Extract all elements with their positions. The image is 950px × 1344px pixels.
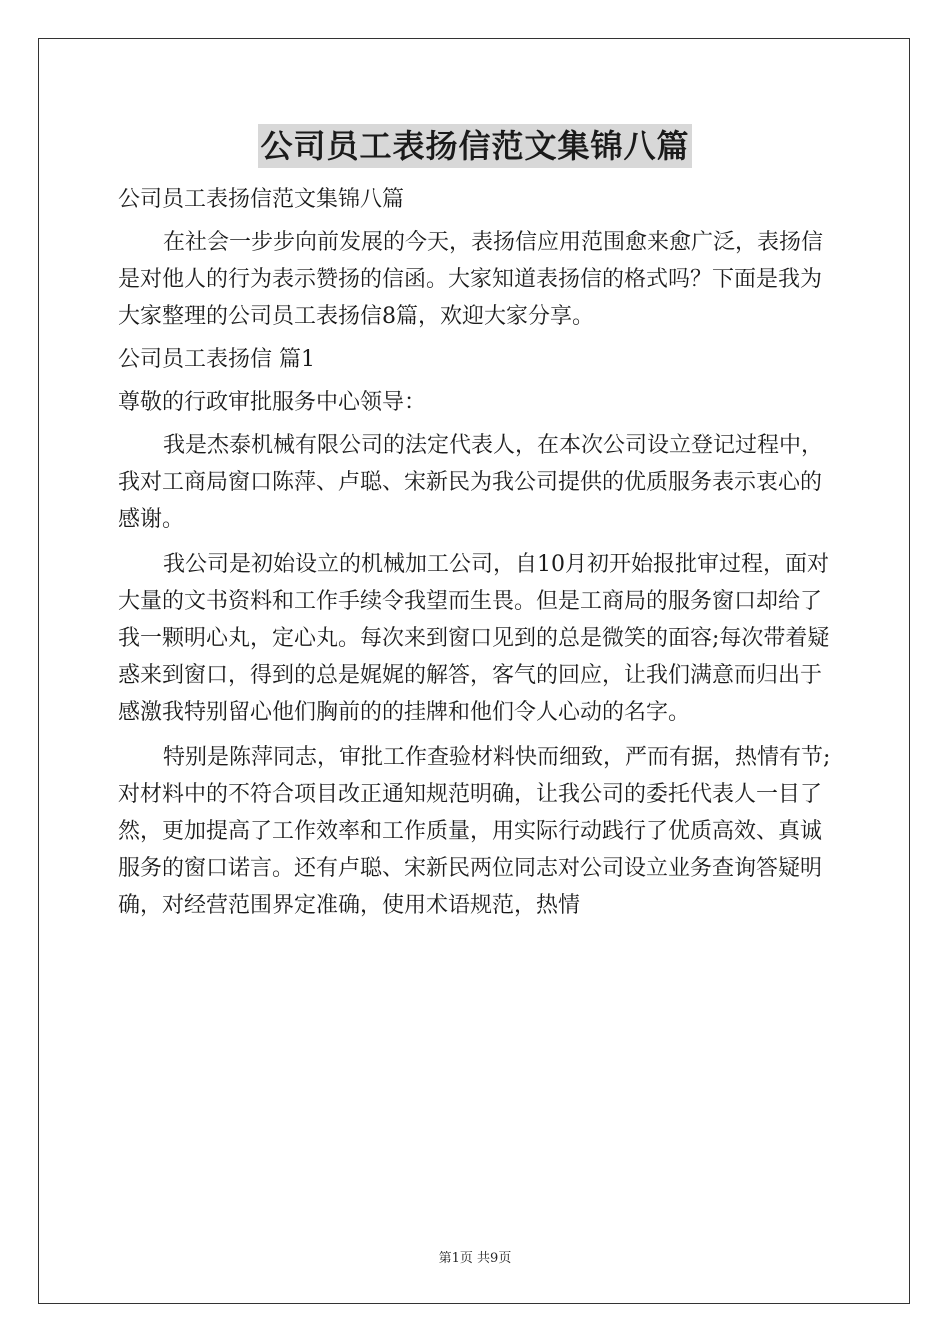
- body-paragraph-3: 特别是陈萍同志，审批工作查验材料快而细致，严而有据，热情有节;对材料中的不符合项目改正通知规范明确，让我公司的委托代表人一目了然，更加提高了工作效率和工作质量，用实际行动践行了优质高效、真诚服务的窗口诺言。还有卢聪、宋新民两位同志对公司设立业务查询答疑明确，对经营范围界定准确，使用术语规范，热情: [118, 745, 831, 918]
- body-paragraph-2: 我公司是初始设立的机械加工公司，自10月初开始报批审过程，面对大量的文书资料和工作手续令我望而生畏。但是工商局的服务窗口却给了我一颗明心丸，定心丸。每次来到窗口见到的总是微笑的面容;每次带着疑惑来到窗口，得到的总是娓娓的解答，客气的回应，让我们满意而归出于感激我特别留心他们胸前的的挂牌和他们令人心动的名字。: [118, 552, 830, 725]
- salutation: 尊敬的行政审批服务中心领导：: [118, 390, 427, 415]
- document-body: [118, 181, 834, 924]
- document-title: 公司员工表扬信范文集锦八篇: [258, 124, 691, 168]
- section-heading: 公司员工表扬信 篇1: [118, 347, 315, 372]
- body-paragraph-1: 我是杰泰机械有限公司的法定代表人，在本次公司设立登记过程中，我对工商局窗口陈萍、卢聪、宋新民为我公司提供的优质服务表示衷心的感谢。: [118, 433, 824, 532]
- title-container: [0, 124, 950, 168]
- intro-paragraph: 在社会一步步向前发展的今天，表扬信应用范围愈来愈广泛，表扬信是对他人的行为表示赞扬的信函。大家知道表扬信的格式吗？下面是我为大家整理的公司员工表扬信8篇，欢迎大家分享。: [118, 230, 824, 329]
- page-number-footer: 第1页 共9页: [438, 1251, 512, 1266]
- document-subtitle: 公司员工表扬信范文集锦八篇: [118, 187, 405, 212]
